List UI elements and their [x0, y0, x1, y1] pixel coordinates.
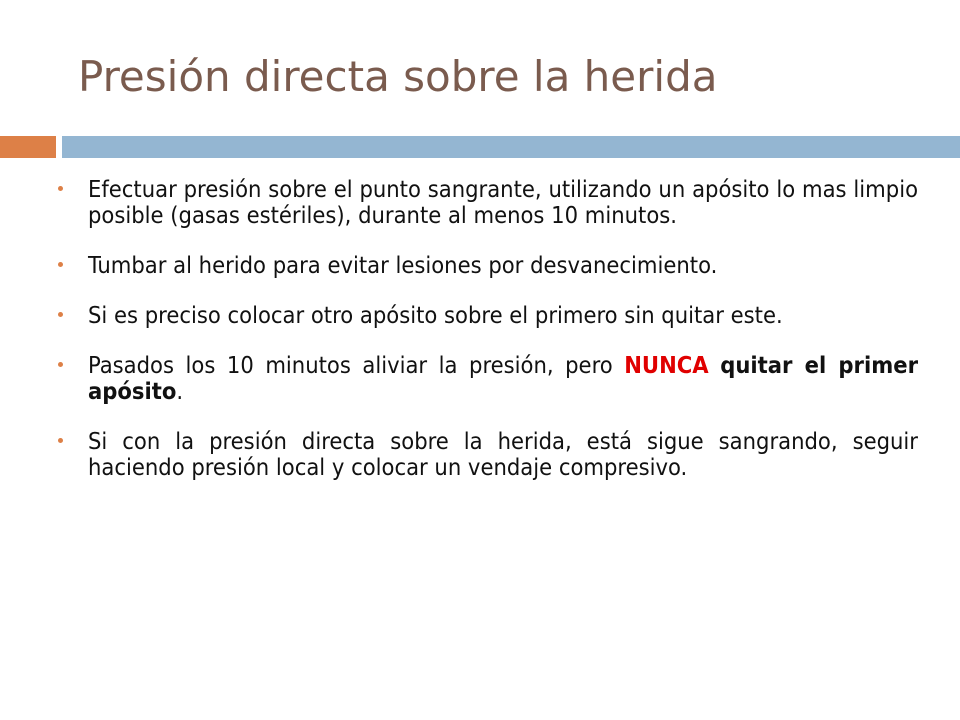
title-accent-bar-left [0, 136, 56, 158]
bullet-item [56, 252, 918, 278]
emphasis-quitar: quitar el primer apósito [88, 351, 919, 405]
bullet-text: Si es preciso colocar otro apósito sobre el primero sin quitar este. [88, 301, 783, 329]
bullet-text-space [709, 351, 721, 379]
title-accent-bar-right [62, 136, 960, 158]
bullet-list [56, 176, 918, 504]
bullet-dot-icon [58, 312, 63, 317]
emphasis-nunca: NUNCA [624, 351, 709, 379]
bullet-text: Si con la presión directa sobre la herida, está sigue sangrando, seguir haciendo presión local y colocar un vendaje compresivo. [88, 427, 918, 481]
bullet-text-suffix: . [176, 377, 184, 405]
bullet-text: Efectuar presión sobre el punto sangrante, utilizando un apósito lo mas limpio posible (gasas estériles), durante al menos 10 minutos. [88, 175, 918, 229]
bullet-dot-icon [58, 262, 63, 267]
bullet-text-prefix: Pasados los 10 minutos aliviar la presión, pero [88, 351, 625, 379]
bullet-item [56, 302, 918, 328]
bullet-item [56, 176, 918, 228]
bullet-dot-icon [58, 362, 63, 367]
bullet-item [56, 352, 918, 404]
bullet-dot-icon [58, 438, 63, 443]
bullet-text: Tumbar al herido para evitar lesiones por desvanecimiento. [88, 251, 718, 279]
slide-title: Presión directa sobre la herida [78, 52, 718, 101]
bullet-item [56, 428, 918, 480]
bullet-dot-icon [58, 186, 63, 191]
